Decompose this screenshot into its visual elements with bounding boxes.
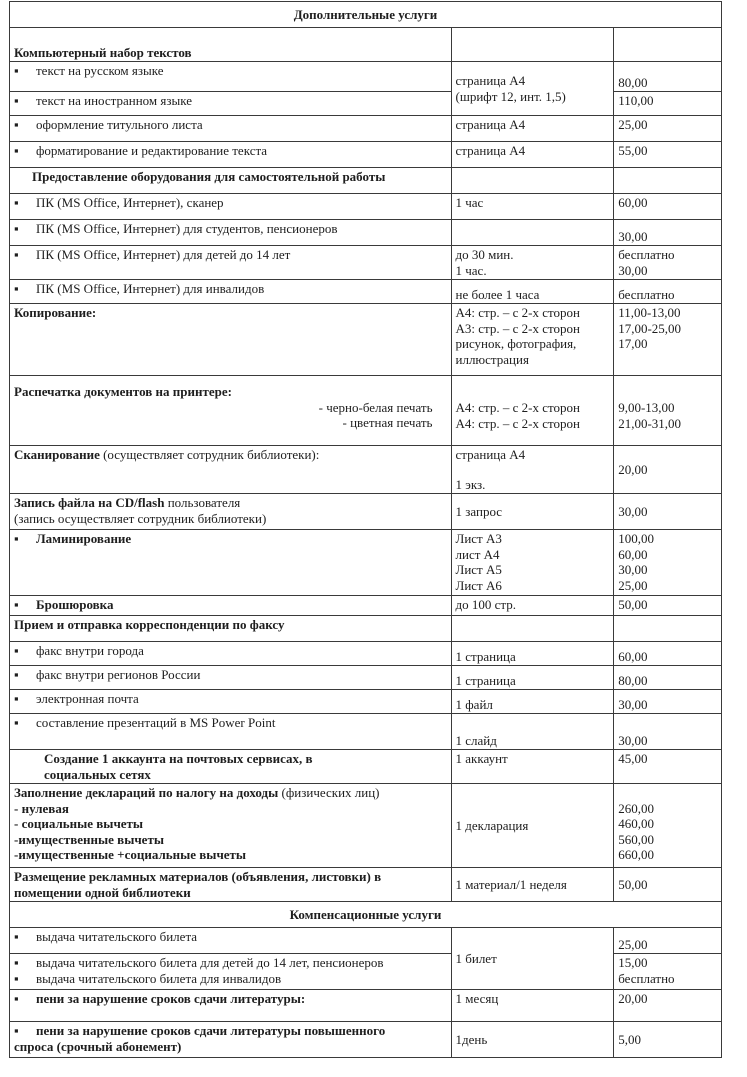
table-row [10,530,722,596]
service-price: 25,00 [614,928,722,954]
table-row [10,142,722,168]
service-price: 30,00 [614,494,722,530]
service-unit: Лист А3 лист А4 Лист А5 Лист А6 [451,530,614,596]
service-name: ▪текст на иностранном языке [10,92,452,116]
bullet-icon [14,971,36,987]
section-header: Компенсационные услуги [10,902,722,928]
service-price: бесплатно [614,280,722,304]
table-row [10,784,722,868]
service-name: Размещение рекламных материалов (объявления, листовки) в помещении одной библиотеки [10,868,452,902]
table-row [10,116,722,142]
bullet-icon [14,1023,36,1039]
section-title: Компьютерный набор текстов [10,28,452,62]
table-row [10,376,722,446]
table-row [10,750,722,784]
table-row [10,246,722,280]
service-name: ▪выдача читательского билета [10,928,452,954]
bullet-icon [14,929,36,945]
table-row [10,990,722,1022]
service-name: ▪ПК (MS Office, Интернет) для инвалидов [10,280,452,304]
service-price: 50,00 [614,868,722,902]
bullet-icon [14,955,36,971]
service-price: 45,00 [614,750,722,784]
service-name: ▪пени за нарушение сроков сдачи литературы: [10,990,452,1022]
service-price: 60,00 [614,642,722,666]
table-row [10,28,722,62]
service-price: 30,00 [614,220,722,246]
service-unit: 1 билет [451,928,614,990]
bullet-icon [14,531,36,547]
service-price: 30,00 [614,690,722,714]
service-unit: А4: стр. – с 2-х сторон А3: стр. – с 2-х сторон рисунок, фотография, иллюстрация [451,304,614,376]
table-row [10,194,722,220]
service-price: 60,00 [614,194,722,220]
service-unit: 1 месяц [451,990,614,1022]
service-unit: 1 декларация [451,784,614,868]
service-price: 15,00 бесплатно [614,954,722,990]
service-name: ▪пени за нарушение сроков сдачи литературы повышенного спроса (срочный абонемент) [10,1022,452,1058]
bullet-icon [14,195,36,211]
service-unit: А4: стр. – с 2-х сторон А4: стр. – с 2-х сторон [451,376,614,446]
service-price: бесплатно 30,00 [614,246,722,280]
service-price: 110,00 [614,92,722,116]
table-row [10,304,722,376]
service-price: 20,00 [614,990,722,1022]
price-list-table [9,1,722,1058]
service-name: Заполнение деклараций по налогу на доходы (физических лиц) - нулевая - социальные вычеты -имущественные вычеты -имущественные +социальные вычеты [10,784,452,868]
service-unit: 1 материал/1 неделя [451,868,614,902]
service-name: ▪текст на русском языке [10,62,452,92]
bullet-icon [14,117,36,133]
table-row [10,714,722,750]
service-name: ▪составление презентаций в MS Power Point [10,714,452,750]
service-price: 9,00-13,00 21,00-31,00 [614,376,722,446]
section-title: Прием и отправка корреспонденции по факсу [10,616,452,642]
table-row [10,928,722,954]
service-price: 20,00 [614,446,722,494]
table-row [10,666,722,690]
bullet-icon [14,691,36,707]
bullet-icon [14,63,36,79]
service-unit: страница А4 [451,116,614,142]
bullet-icon [14,597,36,613]
bullet-icon [14,221,36,237]
table-row [10,494,722,530]
service-price: 55,00 [614,142,722,168]
service-price: 100,00 60,00 30,00 25,00 [614,530,722,596]
bullet-icon [14,991,36,1007]
service-name: ▪Брошюровка [10,596,452,616]
table-row [10,1022,722,1058]
table-row [10,642,722,666]
table-row [10,616,722,642]
service-unit: не более 1 часа [451,280,614,304]
table-row [10,690,722,714]
service-price: 80,00 [614,666,722,690]
service-price: 5,00 [614,1022,722,1058]
bullet-icon [14,667,36,683]
service-name: ▪выдача читательского билета для детей до 14 лет, пенсионеров ▪выдача читательского билета для инвалидов [10,954,452,990]
service-unit: 1день [451,1022,614,1058]
bullet-icon [14,643,36,659]
service-name: Запись файла на CD/flash пользователя (запись осуществляет сотрудник библиотеки) [10,494,452,530]
service-unit: страница А4 [451,142,614,168]
bullet-icon [14,93,36,109]
service-name: ▪форматирование и редактирование текста [10,142,452,168]
service-price: 80,00 [614,62,722,92]
service-unit: 1 час [451,194,614,220]
service-unit: 1 страница [451,666,614,690]
service-name: Сканирование (осуществляет сотрудник библиотеки): [10,446,452,494]
table-row [10,62,722,92]
bullet-icon [14,281,36,297]
service-unit: до 30 мин. 1 час. [451,246,614,280]
section-title: Копирование: [10,304,452,376]
service-unit: 1 аккаунт [451,750,614,784]
service-unit: 1 запрос [451,494,614,530]
service-unit: страница А4 (шрифт 12, инт. 1,5) [451,62,614,116]
service-name: ▪ПК (MS Office, Интернет) для студентов, пенсионеров [10,220,452,246]
section-header: Дополнительные услуги [10,2,722,28]
bullet-icon [14,247,36,263]
service-unit: до 100 стр. [451,596,614,616]
service-price: 50,00 [614,596,722,616]
service-price: 25,00 [614,116,722,142]
service-unit: 1 страница [451,642,614,666]
service-name: ▪факс внутри регионов России [10,666,452,690]
service-unit: 1 слайд [451,714,614,750]
service-name: ▪электронная почта [10,690,452,714]
service-name: Распечатка документов на принтере: - черно-белая печать - цветная печать [10,376,452,446]
table-row [10,92,722,116]
table-row [10,220,722,246]
table-row [10,596,722,616]
table-row [10,168,722,194]
table-row [10,446,722,494]
section-header-row [10,2,722,28]
service-name: ▪ПК (MS Office, Интернет), сканер [10,194,452,220]
service-price: 11,00-13,00 17,00-25,00 17,00 [614,304,722,376]
bullet-icon [14,143,36,159]
service-name: ▪ПК (MS Office, Интернет) для детей до 14 лет [10,246,452,280]
section-header-row [10,902,722,928]
bullet-icon [14,715,36,731]
service-name: ▪факс внутри города [10,642,452,666]
service-unit: страница А4 1 экз. [451,446,614,494]
service-name: ▪оформление титульного листа [10,116,452,142]
service-unit: 1 файл [451,690,614,714]
table-row [10,954,722,990]
table-row [10,280,722,304]
service-price: 260,00 460,00 560,00 660,00 [614,784,722,868]
section-title: Предоставление оборудования для самостоятельной работы [10,168,452,194]
service-price: 30,00 [614,714,722,750]
service-unit [451,220,614,246]
service-name: ▪Ламинирование [10,530,452,596]
table-row [10,868,722,902]
service-name: Создание 1 аккаунта на почтовых сервисах, в социальных сетях [10,750,452,784]
